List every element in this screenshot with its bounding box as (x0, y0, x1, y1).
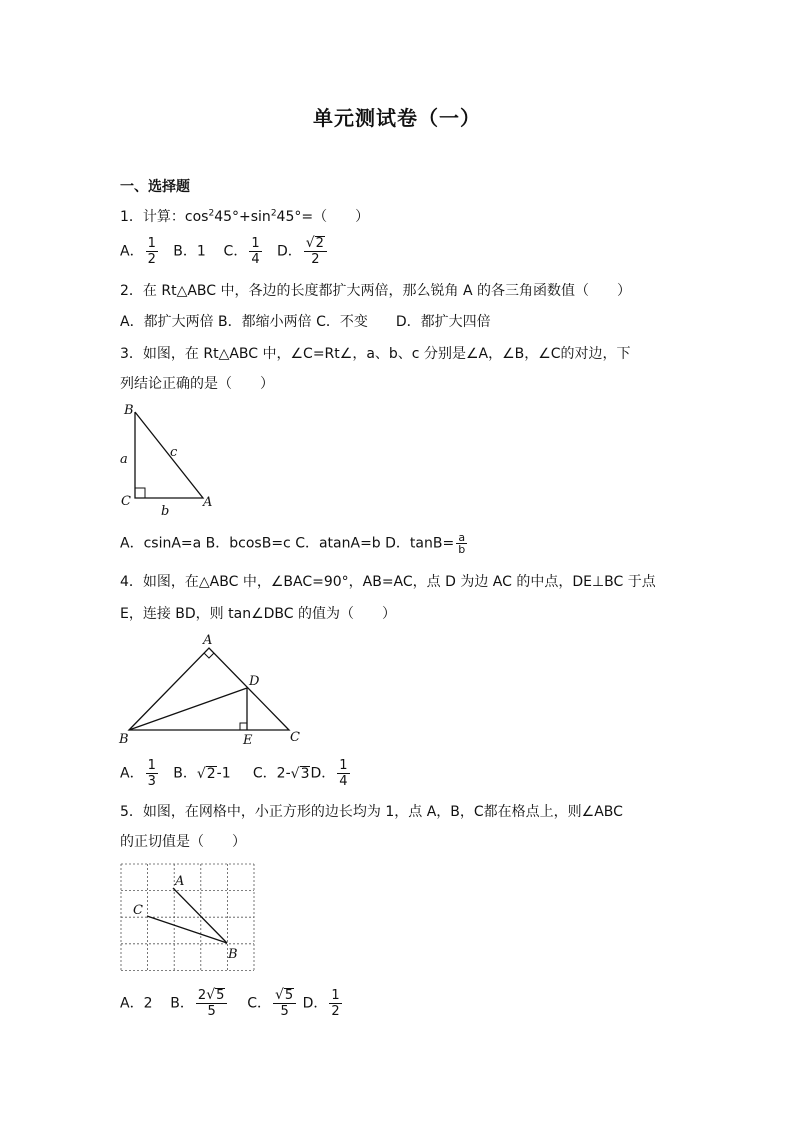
q4-option-b-tail: -1 (216, 765, 231, 782)
page-title: 单元测试卷（一） (313, 106, 481, 130)
numerator: a (458, 531, 466, 544)
q4-option-b-label: B． (173, 765, 197, 782)
q1-option-b: B．1 (173, 243, 206, 260)
q1-exponent: 2 (208, 208, 215, 219)
denominator: 5 (207, 1004, 216, 1019)
denominator: 2 (311, 252, 320, 267)
numerator (196, 988, 227, 1004)
q4-option-d-fraction (337, 758, 349, 789)
numerator (304, 236, 327, 252)
denominator: 4 (251, 252, 260, 267)
numerator: 1 (147, 758, 156, 773)
numerator (273, 988, 296, 1004)
q5-options (120, 988, 344, 1019)
label-b-point: B (228, 947, 238, 962)
radicand: 2 (315, 236, 324, 251)
denominator: 2 (147, 252, 156, 267)
q4-triangle-figure (115, 630, 315, 750)
radical (291, 766, 311, 782)
label-b-vertex: B (119, 732, 129, 747)
q1-option-c-fraction (249, 236, 261, 267)
denominator: 4 (339, 774, 348, 789)
q3-triangle-figure (115, 400, 225, 520)
coefficient: 2 (197, 988, 207, 1003)
q5-stem-line2: 的正切值是（ ） (120, 834, 246, 850)
radical (206, 988, 225, 1003)
q1-option-a-label: A． (120, 243, 144, 260)
denominator: 5 (280, 1004, 289, 1019)
radical (197, 766, 217, 782)
q5-option-b-label: B． (170, 995, 194, 1012)
triangle-abc (129, 648, 289, 730)
sqrt-icon: √ (274, 987, 284, 1003)
radicand: 3 (300, 765, 310, 782)
q4-stem-line1: 4．如图，在△ABC 中，∠BAC=90°，AB=AC，点 D 为边 AC 的中点，DE⊥BC 于点 (120, 574, 656, 590)
label-c-vertex: C (121, 494, 131, 509)
label-a-vertex: A (203, 495, 213, 510)
label-d-point: D (249, 674, 260, 689)
label-side-a: a (120, 452, 128, 467)
numerator: 1 (339, 758, 348, 773)
q5-grid-figure (115, 858, 265, 978)
label-c-point: C (133, 903, 143, 918)
sqrt-icon: √ (206, 987, 216, 1003)
q3-options-text: A．csinA=a B．bcosB=c C．atanA=b D．tanB= (120, 535, 455, 552)
radical (275, 988, 294, 1003)
denominator: 3 (147, 774, 156, 789)
q3-options (120, 532, 469, 555)
q4-option-a-label: A． (120, 765, 144, 782)
denominator: b (458, 543, 466, 556)
q5-option-a: A．2 (120, 995, 153, 1012)
label-side-b: b (161, 504, 170, 519)
q1-stem (120, 206, 369, 226)
sqrt-icon: √ (305, 235, 315, 251)
radicand: 5 (216, 988, 225, 1003)
q1-stem-part: 45°+sin (214, 209, 271, 225)
section-heading: 一、选择题 (120, 179, 190, 195)
q1-stem-part: 1．计算：cos (120, 209, 209, 225)
q5-option-d-fraction (329, 988, 341, 1019)
label-side-c: c (170, 445, 178, 460)
denominator: 2 (331, 1004, 340, 1019)
q1-exponent: 2 (270, 208, 277, 219)
q5-option-c-fraction (273, 988, 296, 1019)
numerator: 1 (147, 236, 156, 251)
segment-ab (173, 888, 227, 943)
q1-option-d-label: D． (276, 243, 302, 260)
label-c-vertex: C (290, 730, 300, 745)
q1-option-d-fraction (304, 236, 327, 267)
right-angle-mark (135, 488, 145, 498)
q5-stem-line1: 5．如图，在网格中，小正方形的边长均为 1，点 A，B，C都在格点上，则∠ABC (120, 804, 623, 820)
q4-options (120, 758, 352, 789)
q4-option-c-label: C．2- (252, 765, 291, 782)
label-a-vertex: A (203, 633, 213, 648)
q2-stem: 2．在 Rt△ABC 中，各边的长度都扩大两倍，那么锐角 A 的各三角函数值（ ） (120, 283, 631, 299)
q1-option-a-fraction (146, 236, 158, 267)
numerator: 1 (251, 236, 260, 251)
label-e-point: E (243, 733, 253, 748)
radical (306, 236, 325, 251)
right-angle-mark-e (240, 723, 247, 730)
q4-option-a-fraction (146, 758, 158, 789)
q3-stem-line1: 3．如图，在 Rt△ABC 中，∠C=Rt∠，a、b、c 分别是∠A，∠B，∠C的对边，下 (120, 346, 631, 362)
q5-option-c-label: C． (247, 995, 271, 1012)
q2-options: A．都扩大两倍 B．都缩小两倍 C．不变 D．都扩大四倍 (120, 314, 491, 330)
q5-option-d-label: D． (302, 995, 328, 1012)
q1-options (120, 236, 329, 267)
sqrt-icon: √ (290, 765, 300, 782)
q1-stem-part: 45°=（ ） (276, 209, 370, 225)
q3-option-d-fraction (456, 532, 467, 555)
q4-option-d-label: D． (310, 765, 336, 782)
segment-cb (147, 916, 227, 943)
q4-stem-line2: E，连接 BD，则 tan∠DBC 的值为（ ） (120, 606, 396, 622)
segment-bd (129, 688, 247, 730)
triangle-abc (135, 412, 203, 498)
sqrt-icon: √ (196, 765, 206, 782)
radicand: 5 (284, 988, 294, 1003)
numerator: 1 (331, 988, 340, 1003)
label-a-point: A (175, 874, 185, 889)
q5-option-b-fraction (196, 988, 227, 1019)
label-b-vertex: B (124, 403, 134, 418)
right-angle-mark-a (204, 653, 214, 658)
q1-option-c-label: C． (223, 243, 248, 260)
radicand: 2 (206, 765, 216, 782)
q3-stem-line2: 列结论正确的是（ ） (120, 376, 274, 392)
